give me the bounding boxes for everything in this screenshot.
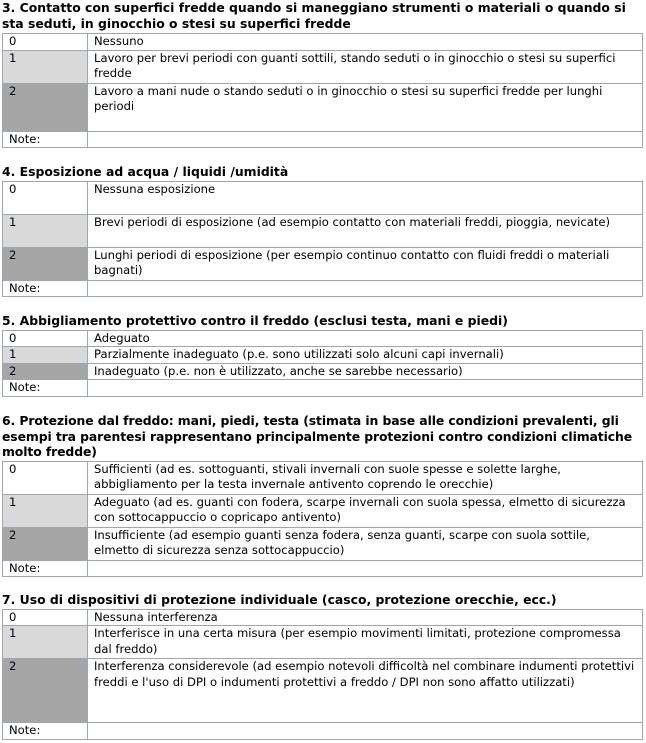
score-cell: 2: [3, 659, 88, 723]
table-row: [3, 34, 643, 51]
description-cell: Inadeguato (p.e. non è utilizzato, anche se sarebbe necessario): [88, 363, 643, 380]
description-cell: Interferisce in una certa misura (per esempio movimenti limitati, protezione compromessa dal freddo): [88, 626, 643, 659]
note-field[interactable]: [88, 131, 643, 148]
rating-table: [2, 33, 643, 148]
section-title: 3. Contatto con superfici fredde quando si maneggiano strumenti o materiali o quando si sta seduti, in ginocchio o stesi su superfici fredde: [2, 0, 626, 31]
rating-table: [2, 181, 643, 298]
table-row: [3, 247, 643, 280]
table-row: [3, 609, 643, 626]
description-cell: Insufficiente (ad esempio guanti senza fodera, senza guanti, scarpe con suola sottile, elmetto di sicurezza senza sottocappuccio): [88, 527, 643, 560]
score-cell: 0: [3, 330, 88, 347]
description-cell: Lavoro per brevi periodi con guanti sottili, stando seduti o in ginocchio o stesi su superfici fredde: [88, 50, 643, 83]
note-field[interactable]: [88, 280, 643, 297]
section-3: [2, 0, 643, 148]
score-cell: 2: [3, 83, 88, 131]
section-title: 4. Esposizione ad acqua / liquidi /umidità: [2, 164, 289, 179]
table-row: [3, 494, 643, 527]
score-cell: 1: [3, 347, 88, 364]
description-cell: Nessuna interferenza: [88, 609, 643, 626]
section-4: [2, 164, 643, 297]
note-label: Note:: [3, 280, 88, 297]
score-cell: 2: [3, 527, 88, 560]
note-row[interactable]: [3, 380, 643, 397]
table-row: [3, 527, 643, 560]
description-cell: Sufficienti (ad es. sottoguanti, stivali invernali con suole spesse e solette larghe, abbigliamento per la testa invernale antivento coprendo le orecchie): [88, 461, 643, 494]
score-cell: 0: [3, 34, 88, 51]
section-title: 5. Abbigliamento protettivo contro il freddo (esclusi testa, mani e piedi): [2, 313, 508, 328]
section-7: [2, 592, 643, 740]
description-cell: Lunghi periodi di esposizione (per esempio continuo contatto con fluidi freddi o materiali bagnati): [88, 247, 643, 280]
note-row[interactable]: [3, 280, 643, 297]
rating-table: [2, 461, 643, 578]
description-cell: Nessuno: [88, 34, 643, 51]
table-row: [3, 214, 643, 247]
rating-table: [2, 609, 643, 740]
table-row: [3, 626, 643, 659]
note-label: Note:: [3, 131, 88, 148]
table-row: [3, 363, 643, 380]
score-cell: 0: [3, 181, 88, 214]
table-row: [3, 50, 643, 83]
score-cell: 1: [3, 494, 88, 527]
score-cell: 1: [3, 626, 88, 659]
description-cell: Adeguato: [88, 330, 643, 347]
table-row: [3, 181, 643, 214]
table-row: [3, 659, 643, 723]
score-cell: 0: [3, 461, 88, 494]
note-field[interactable]: [88, 723, 643, 740]
note-label: Note:: [3, 380, 88, 397]
description-cell: Interferenza considerevole (ad esempio notevoli difficoltà nel combinare indumenti protettivi freddi e l'uso di DPI o indumenti protettivi a freddo / DPI non sono affatto utilizzati): [88, 659, 643, 723]
description-cell: Parzialmente inadeguato (p.e. sono utilizzati solo alcuni capi invernali): [88, 347, 643, 364]
table-row: [3, 330, 643, 347]
score-cell: 2: [3, 247, 88, 280]
section-title: 7. Uso di dispositivi di protezione individuale (casco, protezione orecchie, ecc.): [2, 592, 557, 607]
description-cell: Adeguato (ad es. guanti con fodera, scarpe invernali con suola spessa, elmetto di sicurezza con sottocappuccio o copricapo antivento): [88, 494, 643, 527]
table-row: [3, 83, 643, 131]
description-cell: Nessuna esposizione: [88, 181, 643, 214]
note-label: Note:: [3, 560, 88, 577]
note-row[interactable]: [3, 560, 643, 577]
section-5: [2, 313, 643, 397]
section-title: 6. Protezione dal freddo: mani, piedi, testa (stimata in base alle condizioni prevalenti, gli esempi tra parentesi rappresentano principalmente protezioni contro condizioni climatiche molto fredde): [2, 413, 633, 459]
note-row[interactable]: [3, 723, 643, 740]
score-cell: 2: [3, 363, 88, 380]
description-cell: Brevi periodi di esposizione (ad esempio contatto con materiali freddi, pioggia, nevicate): [88, 214, 643, 247]
score-cell: 1: [3, 214, 88, 247]
score-cell: 1: [3, 50, 88, 83]
note-field[interactable]: [88, 380, 643, 397]
description-cell: Lavoro a mani nude o stando seduti o in ginocchio o stesi su superfici fredde per lunghi periodi: [88, 83, 643, 131]
note-label: Note:: [3, 723, 88, 740]
rating-table: [2, 330, 643, 397]
score-cell: 0: [3, 609, 88, 626]
section-6: [2, 413, 646, 577]
note-row[interactable]: [3, 131, 643, 148]
table-row: [3, 347, 643, 364]
note-field[interactable]: [88, 560, 643, 577]
table-row: [3, 461, 643, 494]
